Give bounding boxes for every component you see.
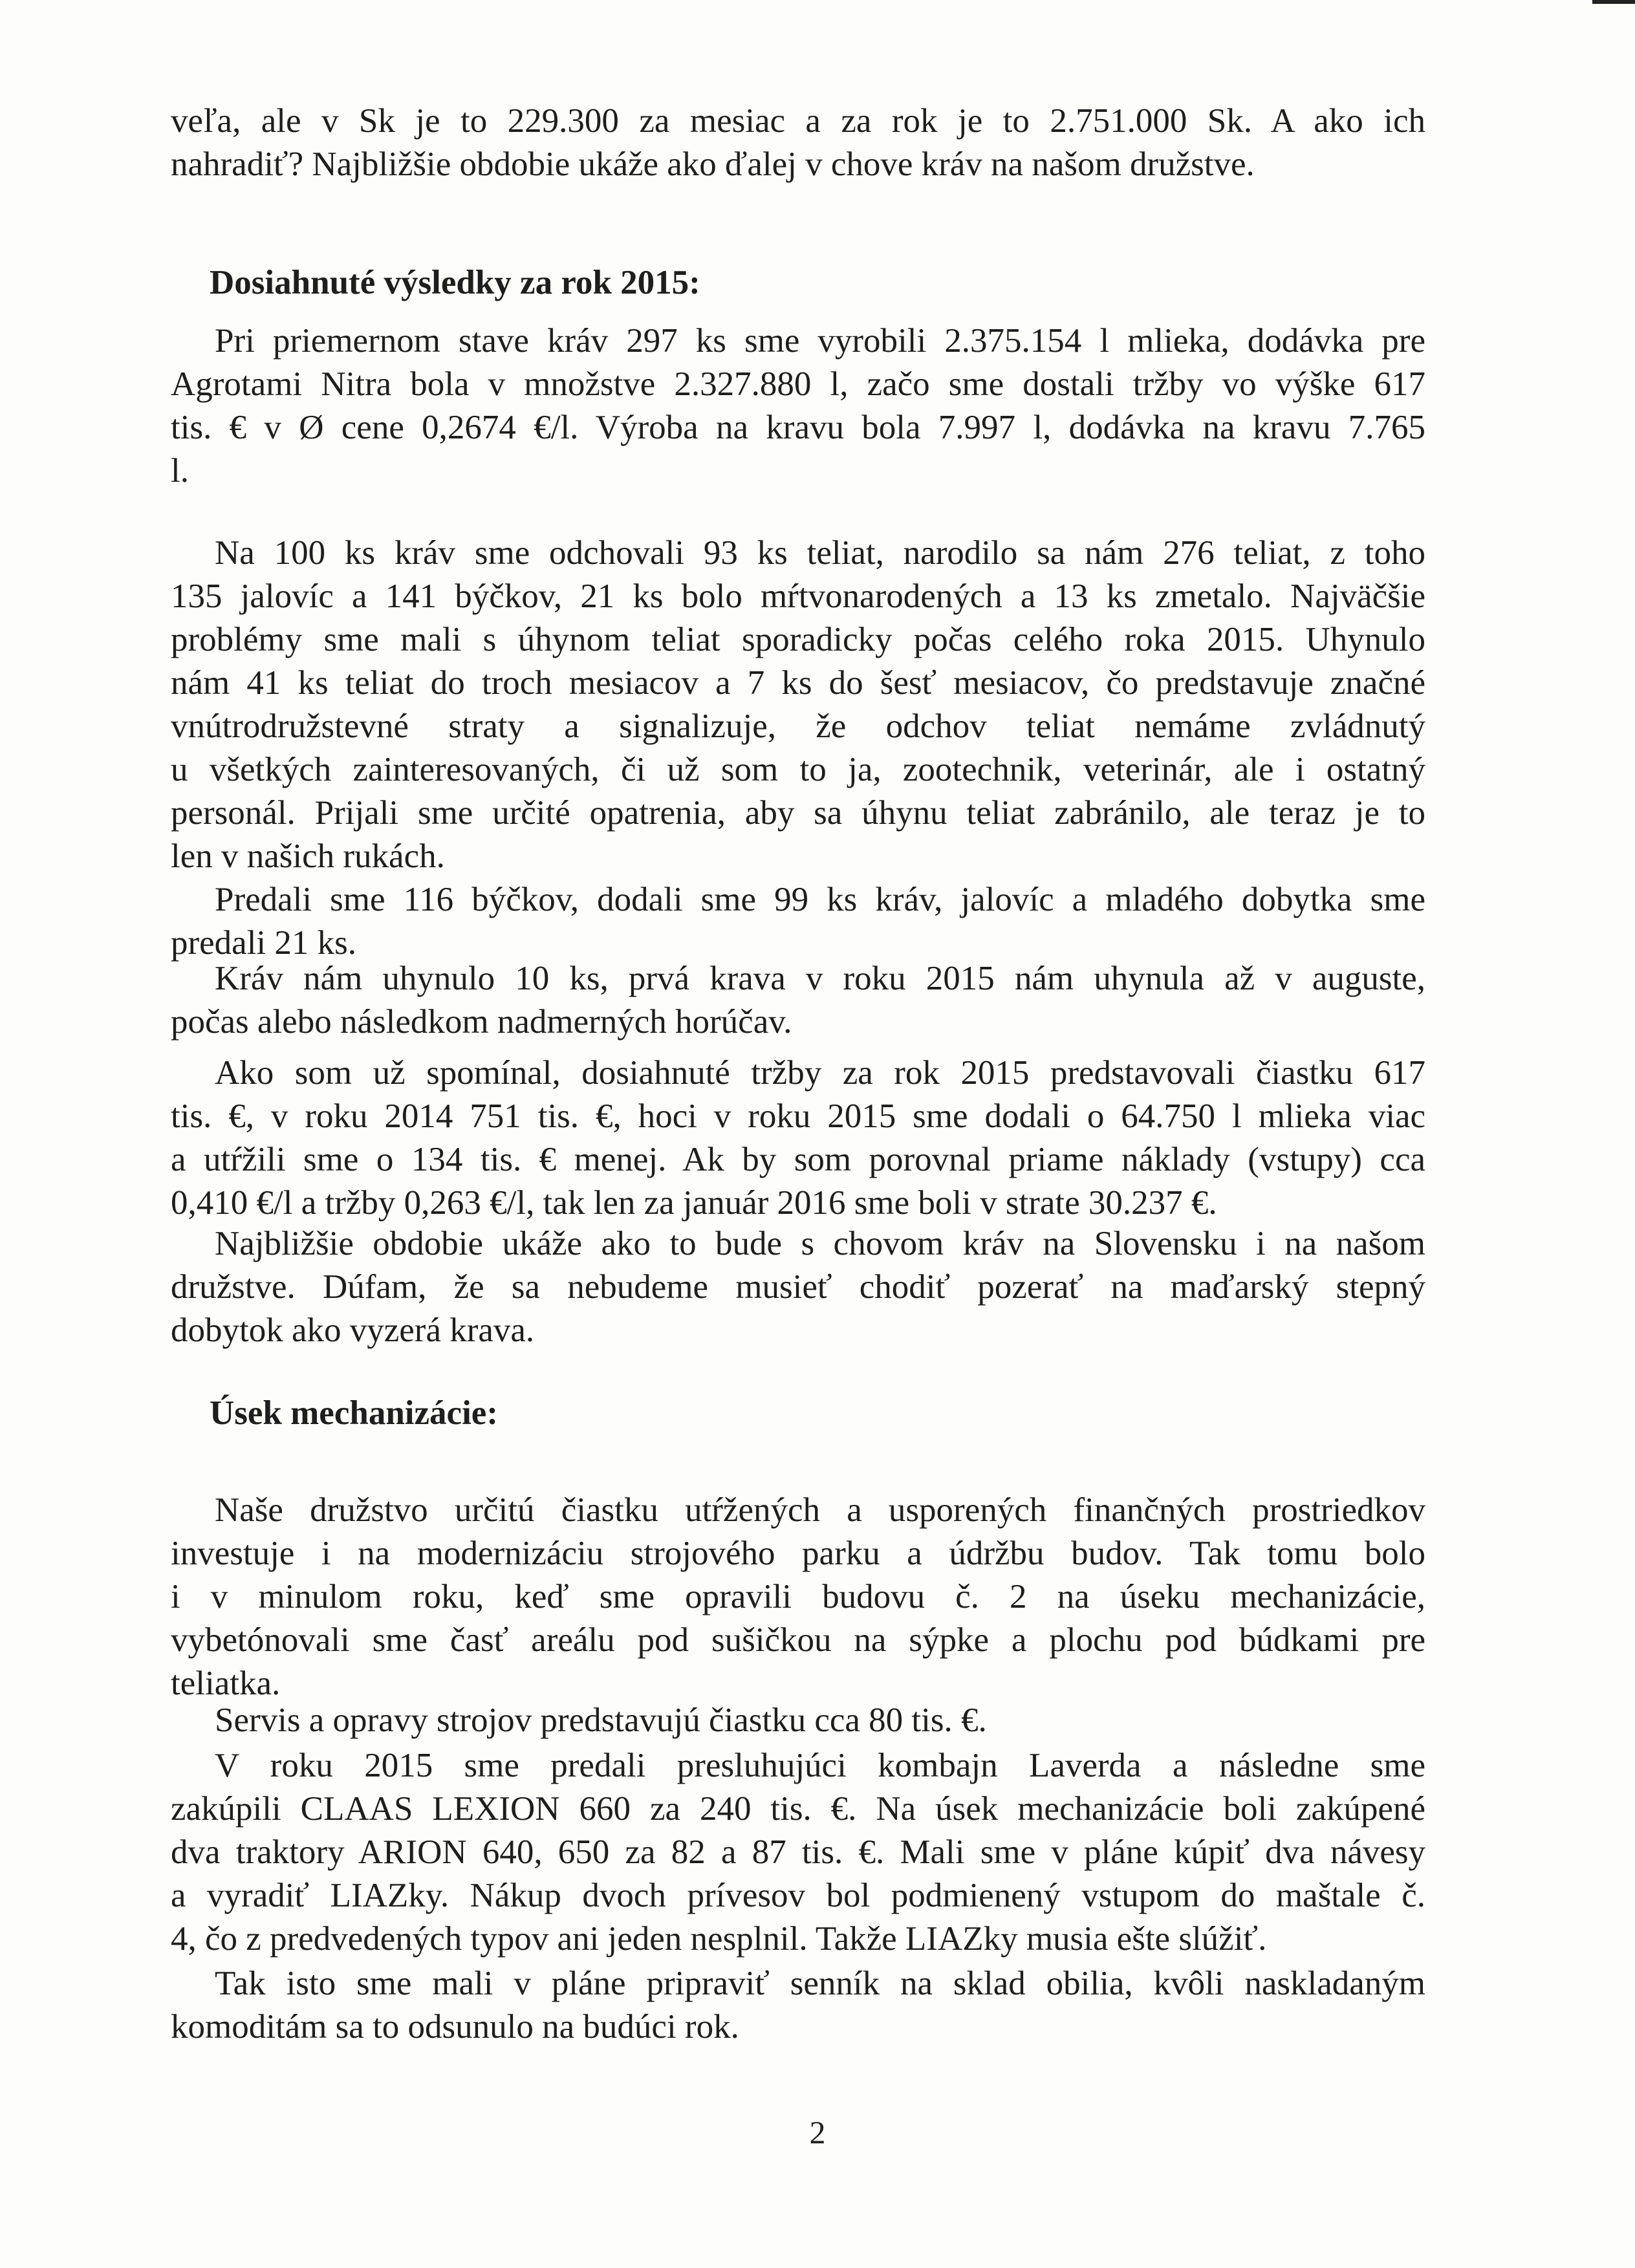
- paragraph: [171, 878, 1425, 965]
- text-line: 135 jalovíc a 141 býčkov, 21 ks bolo mŕtvonarodených a 13 ks zmetalo. Najväčšie: [171, 578, 1425, 615]
- text-line: i v minulom roku, keď sme opravili budovu č. 2 na úseku mechanizácie,: [171, 1578, 1425, 1615]
- paragraph: [171, 1489, 1425, 1705]
- text-line: vnútrodružstevné straty a signalizuje, že odchov teliat nemáme zvládnutý: [171, 707, 1425, 745]
- text-line: l.: [171, 452, 189, 490]
- paragraph: [171, 1962, 1425, 2049]
- text-line: 0,410 €/l a tržby 0,263 €/l, tak len za január 2016 sme boli v strate 30.237 €.: [171, 1184, 1217, 1222]
- text-line: Servis a opravy strojov predstavujú čiastku cca 80 tis. €.: [215, 1701, 987, 1739]
- text-line: Tak isto sme mali v pláne pripraviť senník na sklad obilia, kvôli naskladaným: [215, 1965, 1425, 2002]
- text-line: zakúpili CLAAS LEXION 660 za 240 tis. €. Na úsek mechanizácie boli zakúpené: [171, 1790, 1425, 1828]
- text-line: dva traktory ARION 640, 650 za 82 a 87 tis. €. Mali sme v pláne kúpiť dva návesy: [171, 1833, 1425, 1871]
- text-line: tis. € v Ø cene 0,2674 €/l. Výroba na kravu bola 7.997 l, dodávka na kravu 7.765: [171, 409, 1425, 446]
- page-number: 2: [809, 2114, 826, 2150]
- text-line: veľa, ale v Sk je to 229.300 za mesiac a za rok je to 2.751.000 Sk. A ako ich: [171, 102, 1425, 140]
- text-line: nahradiť? Najbližšie obdobie ukáže ako ďalej v chove kráv na našom družstve.: [171, 146, 1255, 183]
- text-line: Ako som už spomínal, dosiahnuté tržby za rok 2015 predstavovali čiastku 617: [215, 1054, 1425, 1092]
- paragraph: [171, 1744, 1425, 1961]
- section-heading-results-2015: Dosiahnuté výsledky za rok 2015:: [210, 264, 700, 301]
- text-line: V roku 2015 sme predali presluhujúci kombajn Laverda a následne sme: [215, 1747, 1425, 1784]
- text-line: Pri priemernom stave kráv 297 ks sme vyrobili 2.375.154 l mlieka, dodávka pre: [215, 322, 1425, 360]
- text-line: Naše družstvo určitú čiastku utŕžených a usporených finančných prostriedkov: [215, 1491, 1425, 1529]
- paragraph: [171, 100, 1425, 186]
- text-line: teliatka.: [171, 1665, 281, 1702]
- text-line: počas alebo následkom nadmerných horúčav.: [171, 1003, 792, 1041]
- paragraph: [171, 1699, 1425, 1742]
- text-line: a vyradiť LIAZky. Nákup dvoch prívesov bol podmienený vstupom do maštale č.: [171, 1877, 1425, 1914]
- text-line: 4, čo z predvedených typov ani jeden nesplnil. Takže LIAZky musia ešte slúžiť.: [171, 1920, 1267, 1958]
- scan-edge-mark: [1592, 0, 1635, 4]
- text-line: Kráv nám uhynulo 10 ks, prvá krava v roku 2015 nám uhynula až v auguste,: [215, 960, 1425, 997]
- paragraph: [171, 532, 1425, 878]
- section-heading-mechanization: Úsek mechanizácie:: [210, 1394, 498, 1432]
- text-line: družstve. Dúfam, že sa nebudeme musieť chodiť pozerať na maďarský stepný: [171, 1268, 1425, 1306]
- text-line: Agrotami Nitra bola v množstve 2.327.880 l, začo sme dostali tržby vo výške 617: [171, 365, 1425, 403]
- paragraph: [171, 1052, 1425, 1225]
- text-line: Na 100 ks kráv sme odchovali 93 ks teliat, narodilo sa nám 276 teliat, z toho: [215, 534, 1425, 572]
- text-line: tis. €, v roku 2014 751 tis. €, hoci v roku 2015 sme dodali o 64.750 l mlieka viac: [171, 1097, 1425, 1135]
- text-line: dobytok ako vyzerá krava.: [171, 1312, 535, 1349]
- paragraph: [171, 957, 1425, 1044]
- text-line: predali 21 ks.: [171, 924, 357, 962]
- paragraph: [171, 1222, 1425, 1352]
- text-line: problémy sme mali s úhynom teliat sporadicky počas celého roka 2015. Uhynulo: [171, 621, 1425, 658]
- text-line: Predali sme 116 býčkov, dodali sme 99 ks kráv, jalovíc a mladého dobytka sme: [215, 881, 1425, 918]
- text-line: nám 41 ks teliat do troch mesiacov a 7 ks do šesť mesiacov, čo predstavuje značné: [171, 664, 1425, 702]
- text-line: komoditám sa to odsunulo na budúci rok.: [171, 2008, 739, 2046]
- paragraph: [171, 319, 1425, 493]
- text-line: a utŕžili sme o 134 tis. € menej. Ak by som porovnal priame náklady (vstupy) cca: [171, 1141, 1425, 1178]
- text-line: Najbližšie obdobie ukáže ako to bude s chovom kráv na Slovensku i na našom: [215, 1225, 1425, 1262]
- text-line: vybetónovali sme časť areálu pod sušičkou na sýpke a plochu pod búdkami pre: [171, 1621, 1425, 1659]
- text-line: u všetkých zainteresovaných, či už som to ja, zootechnik, veterinár, ale i ostatný: [171, 751, 1425, 788]
- text-line: len v našich rukách.: [171, 837, 445, 875]
- text-line: investuje i na modernizáciu strojového parku a údržbu budov. Tak tomu bolo: [171, 1535, 1425, 1572]
- text-line: personál. Prijali sme určité opatrenia, aby sa úhynu teliat zabránilo, ale teraz je to: [171, 794, 1425, 832]
